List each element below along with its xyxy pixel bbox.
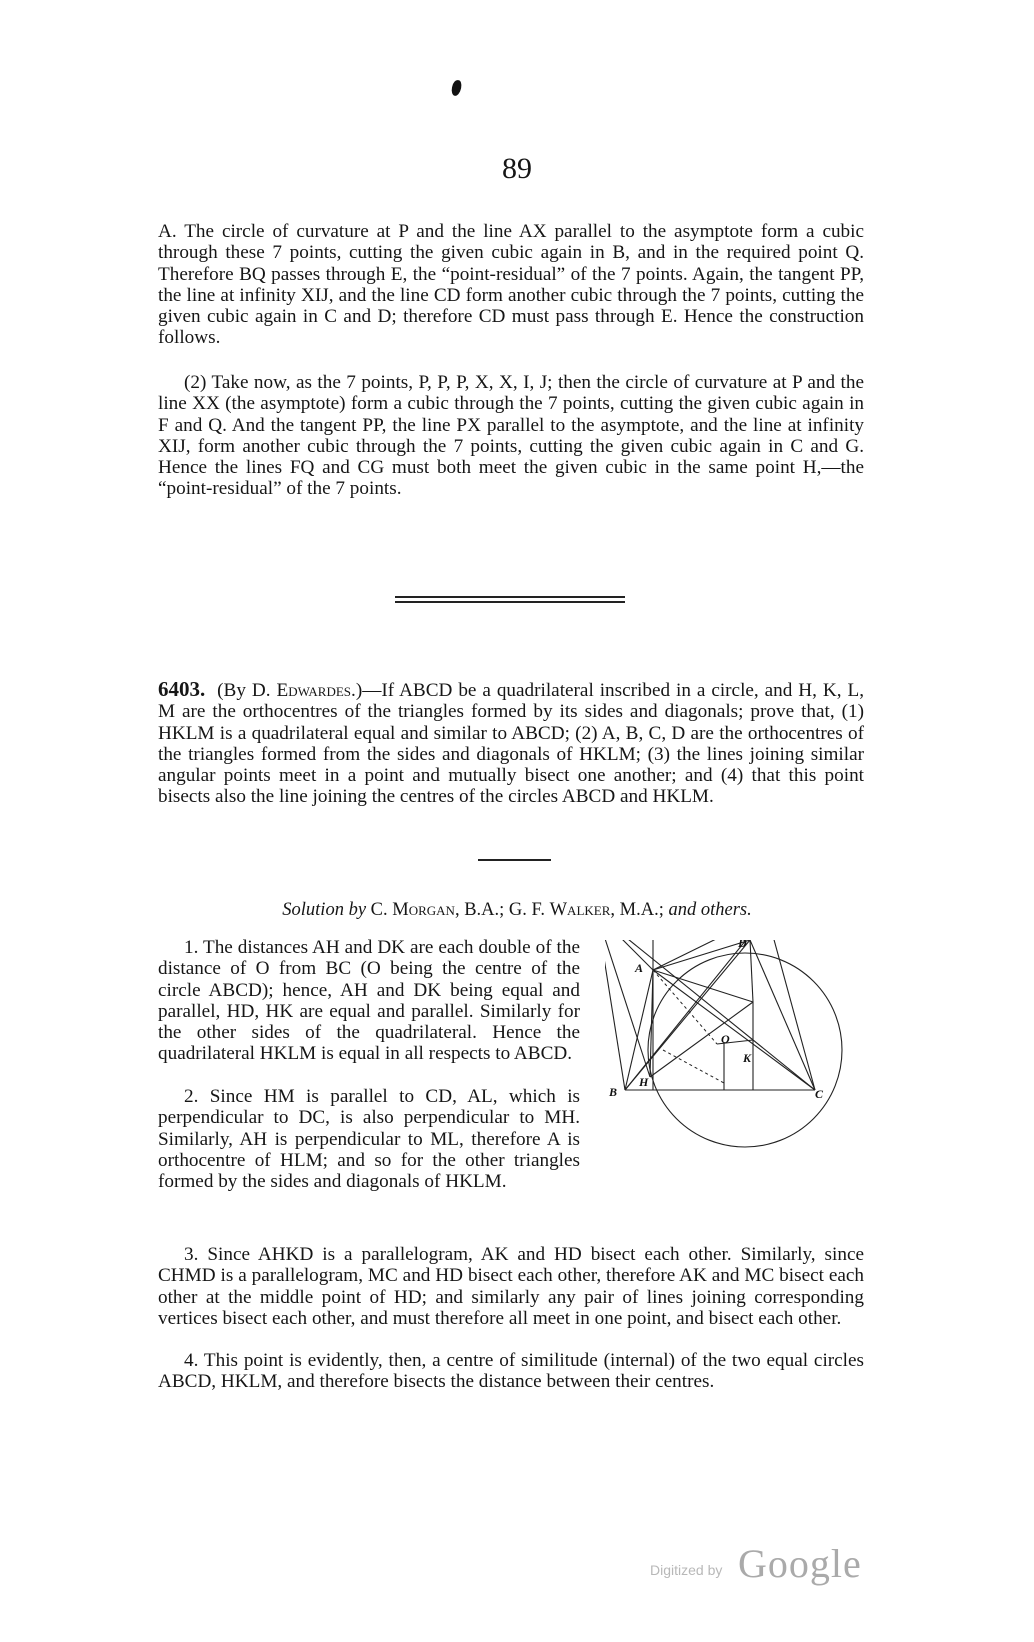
ink-blot: [450, 79, 462, 97]
problem-statement: [158, 679, 864, 808]
solution-step-1: 1. The distances AH and DK are each double of the distance of O from BC (O being the centre of the circle ABCD); hence, AH and DK being equal and parallel, HD, HK are equal and parallel. Similarly for the other sides of the quadrilateral. Hence the quadrilateral HKLM is equal in all respects to ABCD.: [158, 937, 580, 1065]
paragraph-continuation: A. The circle of curvature at P and the line AX parallel to the asymptote form a cubic through these 7 points, cutting the given cubic again in B, and in the required point Q. Therefore BQ passes through E, the “point-residual” of the 7 points. Again, the tangent PP, the line at infinity XIJ, and the line CD form another cubic through the 7 points, cutting the given cubic again in C and D; therefore CD must pass through E. Hence the construction follows.: [158, 221, 864, 349]
label-a: A: [635, 961, 644, 975]
solution-heading: [0, 900, 1034, 921]
google-logo: Google: [738, 1541, 862, 1586]
solution-step-3: 3. Since AHKD is a parallelogram, AK and HD bisect each other. Similarly, since CHMD is a parallelogram, MC and HD bisect each other, therefore AK and MC bisect each other at the middle point of HD; and similarly any pair of lines joining corresponding vertices bisect each other, and must therefore all meet in one point, and bisect each other.: [158, 1244, 864, 1329]
solver-1-suffix: , B.A.; G. F.: [454, 900, 550, 920]
problem-text: If ABCD be a quadrilateral inscribed in a circle, and H, K, L, M are the orthocentres of the triangles formed by its sides and diagonals; prove that, (1) HKLM is a quadrilateral equal and similar to ABCD; (2) A, B, C, D are the orthocentres of the triangles formed from the sides and diagonals of HKLM; (3) the lines joining similar angular points meet in a point and mutually bisect one another; and (4) that this point bisects also the line joining the centres of the circles ABCD and HKLM.: [158, 680, 865, 808]
solution-step-4: 4. This point is evidently, then, a centre of similitude (internal) of the two equal circles ABCD, HKLM, and therefore bisects the distance between their centres.: [158, 1350, 864, 1393]
short-divider: [478, 859, 551, 861]
label-c: C: [815, 1087, 824, 1101]
label-h: H: [639, 1075, 649, 1089]
section-divider: [395, 596, 625, 603]
geometry-diagram: [605, 940, 865, 1156]
watermark-small-text: Digitized by: [650, 1562, 723, 1578]
solution-by: Solution by: [282, 900, 367, 920]
geometry-figure: [605, 940, 865, 1156]
solver-1-initials: C.: [370, 900, 393, 920]
author-name: Edwardes: [276, 680, 352, 701]
label-k: K: [743, 1051, 752, 1065]
problem-number: 6403.: [158, 677, 206, 701]
page-number: 89: [502, 152, 532, 185]
and-others: and others.: [668, 900, 752, 920]
label-b: B: [609, 1085, 618, 1099]
author-suffix: .)—: [351, 680, 382, 701]
digitized-watermark: [650, 1540, 870, 1590]
label-d: D: [738, 940, 747, 950]
author-prefix: (By D.: [217, 680, 277, 701]
solver-1-name: Morgan: [392, 900, 455, 920]
solver-2-suffix: , M.A.;: [610, 900, 664, 920]
label-o: O: [721, 1032, 730, 1046]
solution-step-2: 2. Since HM is parallel to CD, AL, which is perpendicular to DC, is also perpendicular to MH. Similarly, AH is perpendicular to ML, therefore A is orthocentre of HLM; and so for the other triangles formed by the sides and diagonals of HKLM.: [158, 1086, 580, 1193]
circle-abcd: [648, 953, 842, 1147]
paragraph-part-2: (2) Take now, as the 7 points, P, P, P, X, X, I, J; then the circle of curvature at P and the line XX (the asymptote) form a cubic through the 7 points, cutting the given cubic again in F and Q. And the tangent PP, the line PX parallel to the asymptote, and the line at infinity XIJ, form another cubic through the 7 points, cutting the given cubic again in C and G. Hence the lines FQ and CG must both meet the given cubic in the same point H,—the “point-residual” of the 7 points.: [158, 372, 864, 500]
solver-2-name: Walker: [549, 900, 611, 920]
